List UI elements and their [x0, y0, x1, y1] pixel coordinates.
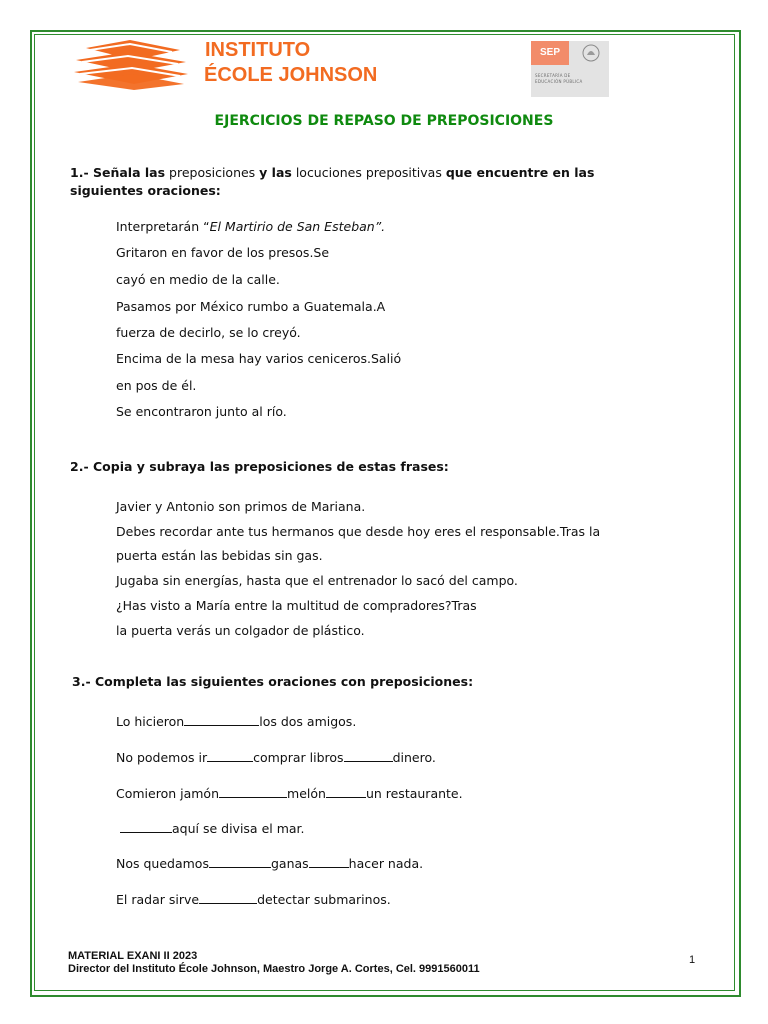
q3-text: aquí se divisa el mar.: [172, 821, 305, 836]
sep-abbr: SEP: [531, 41, 569, 65]
sep-subtitle: [535, 73, 583, 85]
q3-text: comprar libros: [253, 750, 344, 765]
q2-sentence: Debes recordar ante tus hermanos que desde hoy eres el responsable.Tras la: [116, 524, 601, 539]
answer-blank[interactable]: [120, 821, 172, 833]
logo-line-1: INSTITUTO: [205, 39, 311, 61]
q3-text: No podemos ir: [116, 750, 208, 765]
q3-text: dinero.: [392, 750, 436, 765]
q1-part-2: preposiciones: [165, 165, 260, 180]
q2-sentence: Jugaba sin energías, hasta que el entrenador lo sacó del campo.: [116, 573, 518, 588]
q1-part-5: que encuentre en las siguientes oraciones:: [70, 165, 595, 198]
question-1-heading: [70, 164, 670, 200]
q1-sentence: Se encontraron junto al río.: [116, 404, 287, 419]
question-2-heading: [70, 458, 449, 476]
q1-sentence-text: Interpretarán “: [116, 219, 210, 234]
footer-line-2: Director del Instituto École Johnson, Maestro Jorge A. Cortes, Cel. 9991560011: [68, 963, 480, 975]
q3-sentence-3: [116, 786, 463, 802]
q1-part-1: 1.- Señala las: [70, 165, 166, 180]
q3-text: detectar submarinos.: [257, 892, 391, 907]
q1-sentence: Encima de la mesa hay varios ceniceros.Salió: [116, 351, 402, 366]
mexico-seal-icon: [581, 43, 601, 63]
q1-italic-title: El Martirio de San Esteban”.: [209, 219, 386, 234]
q3-text: Nos quedamos: [116, 856, 209, 871]
q3-text: melón: [287, 786, 326, 801]
q1-sentence: [116, 219, 385, 235]
page-number: 1: [689, 954, 696, 966]
answer-blank[interactable]: [199, 892, 257, 904]
q2-sentence: Javier y Antonio son primos de Mariana.: [116, 499, 366, 514]
q2-heading-text: 2.- Copia y subraya las preposiciones de estas frases:: [70, 459, 449, 474]
q2-sentence: la puerta verás un colgador de plástico.: [116, 623, 365, 638]
q3-sentence-2: [116, 750, 436, 766]
q2-sentence: ¿Has visto a María entre la multitud de compradores?Tras: [116, 598, 477, 613]
q1-sentence: fuerza de decirlo, se lo creyó.: [116, 325, 301, 340]
q3-sentence-4: [120, 821, 305, 837]
sep-logo: [531, 41, 609, 97]
q3-text: hacer nada.: [348, 856, 424, 871]
q3-text: ganas: [270, 856, 309, 871]
q1-part-3: y las: [259, 165, 292, 180]
q3-text: un restaurante.: [365, 786, 463, 801]
q1-sentence: Gritaron en favor de los presos.Se: [116, 245, 330, 260]
answer-blank[interactable]: [209, 856, 271, 868]
books-logo-icon: [68, 38, 198, 90]
q3-text: Lo hicieron: [116, 714, 185, 729]
q3-heading-text: 3.- Completa las siguientes oraciones con preposiciones:: [72, 674, 474, 689]
answer-blank[interactable]: [309, 856, 349, 868]
page-title: EJERCICIOS DE REPASO DE PREPOSICIONES: [214, 113, 554, 129]
footer-line-1: MATERIAL EXANI II 2023: [68, 950, 198, 962]
q1-part-4: locuciones prepositivas: [291, 165, 446, 180]
q1-sentence: Pasamos por México rumbo a Guatemala.A: [116, 299, 386, 314]
q3-sentence-5: [116, 856, 423, 872]
footer: [68, 950, 480, 976]
q3-text: El radar sirve: [116, 892, 200, 907]
sep-sub-line-1: SECRETARÍA DE: [535, 73, 571, 78]
answer-blank[interactable]: [207, 750, 253, 762]
q3-text: Comieron jamón: [116, 786, 220, 801]
q1-sentence: cayó en medio de la calle.: [116, 272, 280, 287]
q3-sentence-6: [116, 892, 391, 908]
answer-blank[interactable]: [344, 750, 393, 762]
q3-sentence-1: [116, 714, 356, 730]
institute-logo-text: [204, 38, 377, 88]
logo-line-2: ÉCOLE JOHNSON: [204, 64, 378, 86]
q3-text: los dos amigos.: [259, 714, 357, 729]
q2-sentence: puerta están las bebidas sin gas.: [116, 548, 323, 563]
q1-sentence: en pos de él.: [116, 378, 197, 393]
question-3-heading: [72, 673, 473, 691]
answer-blank[interactable]: [184, 714, 259, 726]
sep-sub-line-2: EDUCACIÓN PÚBLICA: [535, 79, 583, 84]
answer-blank[interactable]: [326, 786, 366, 798]
answer-blank[interactable]: [219, 786, 287, 798]
